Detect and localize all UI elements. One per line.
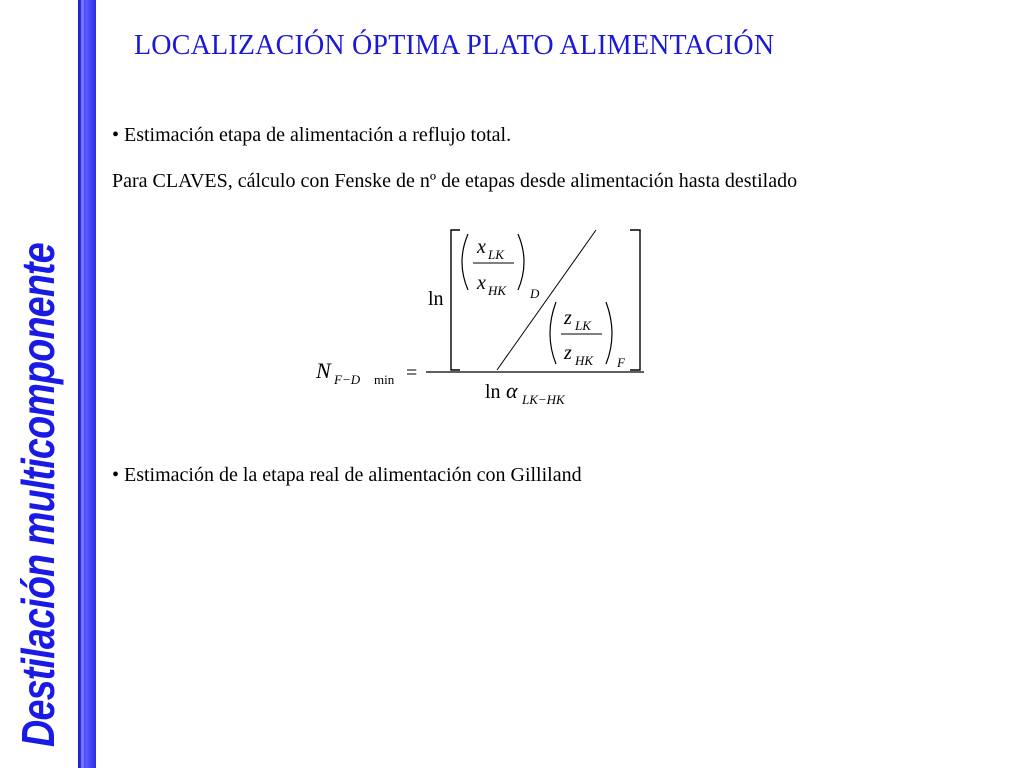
z-lk-subscript: LK xyxy=(575,318,591,333)
bullet-gilliland-estimation: • Estimación de la etapa real de alimentación con Gilliland xyxy=(112,464,582,486)
z-hk-subscript: HK xyxy=(575,353,594,368)
right-paren-distillate xyxy=(518,234,524,290)
equals-sign: = xyxy=(406,362,418,384)
right-paren-feed xyxy=(606,302,612,364)
x-lk-symbol: x xyxy=(477,236,486,258)
n-subscript-fd: F−D xyxy=(334,372,361,387)
x-hk-symbol: x xyxy=(477,272,486,294)
x-hk-subscript: HK xyxy=(488,283,507,298)
z-lk-symbol: z xyxy=(564,307,572,329)
x-lk-subscript: LK xyxy=(488,247,504,262)
diagonal-division-line xyxy=(497,230,596,370)
bullet-feed-stage-estimation: • Estimación etapa de alimentación a reflujo total. xyxy=(112,124,512,146)
left-paren-distillate xyxy=(462,234,468,290)
alpha-subscript: LK−HK xyxy=(522,392,565,407)
feed-subscript: F xyxy=(617,355,625,370)
right-square-bracket xyxy=(630,230,640,370)
alpha-symbol: α xyxy=(506,378,518,403)
n-symbol: N xyxy=(316,358,331,383)
distillate-subscript: D xyxy=(530,286,540,301)
ln-denominator: ln xyxy=(485,381,501,403)
vertical-section-title: Destilación multicomponente xyxy=(12,243,64,747)
fenske-description: Para CLAVES, cálculo con Fenske de nº de etapas desde alimentación hasta destilado xyxy=(112,170,798,192)
z-hk-symbol: z xyxy=(564,342,572,364)
slide-title: LOCALIZACIÓN ÓPTIMA PLATO ALIMENTACIÓN xyxy=(134,30,775,61)
n-subscript-min: min xyxy=(374,372,395,387)
ln-numerator: ln xyxy=(428,288,444,310)
left-square-bracket xyxy=(451,230,460,370)
left-paren-feed xyxy=(550,302,556,364)
